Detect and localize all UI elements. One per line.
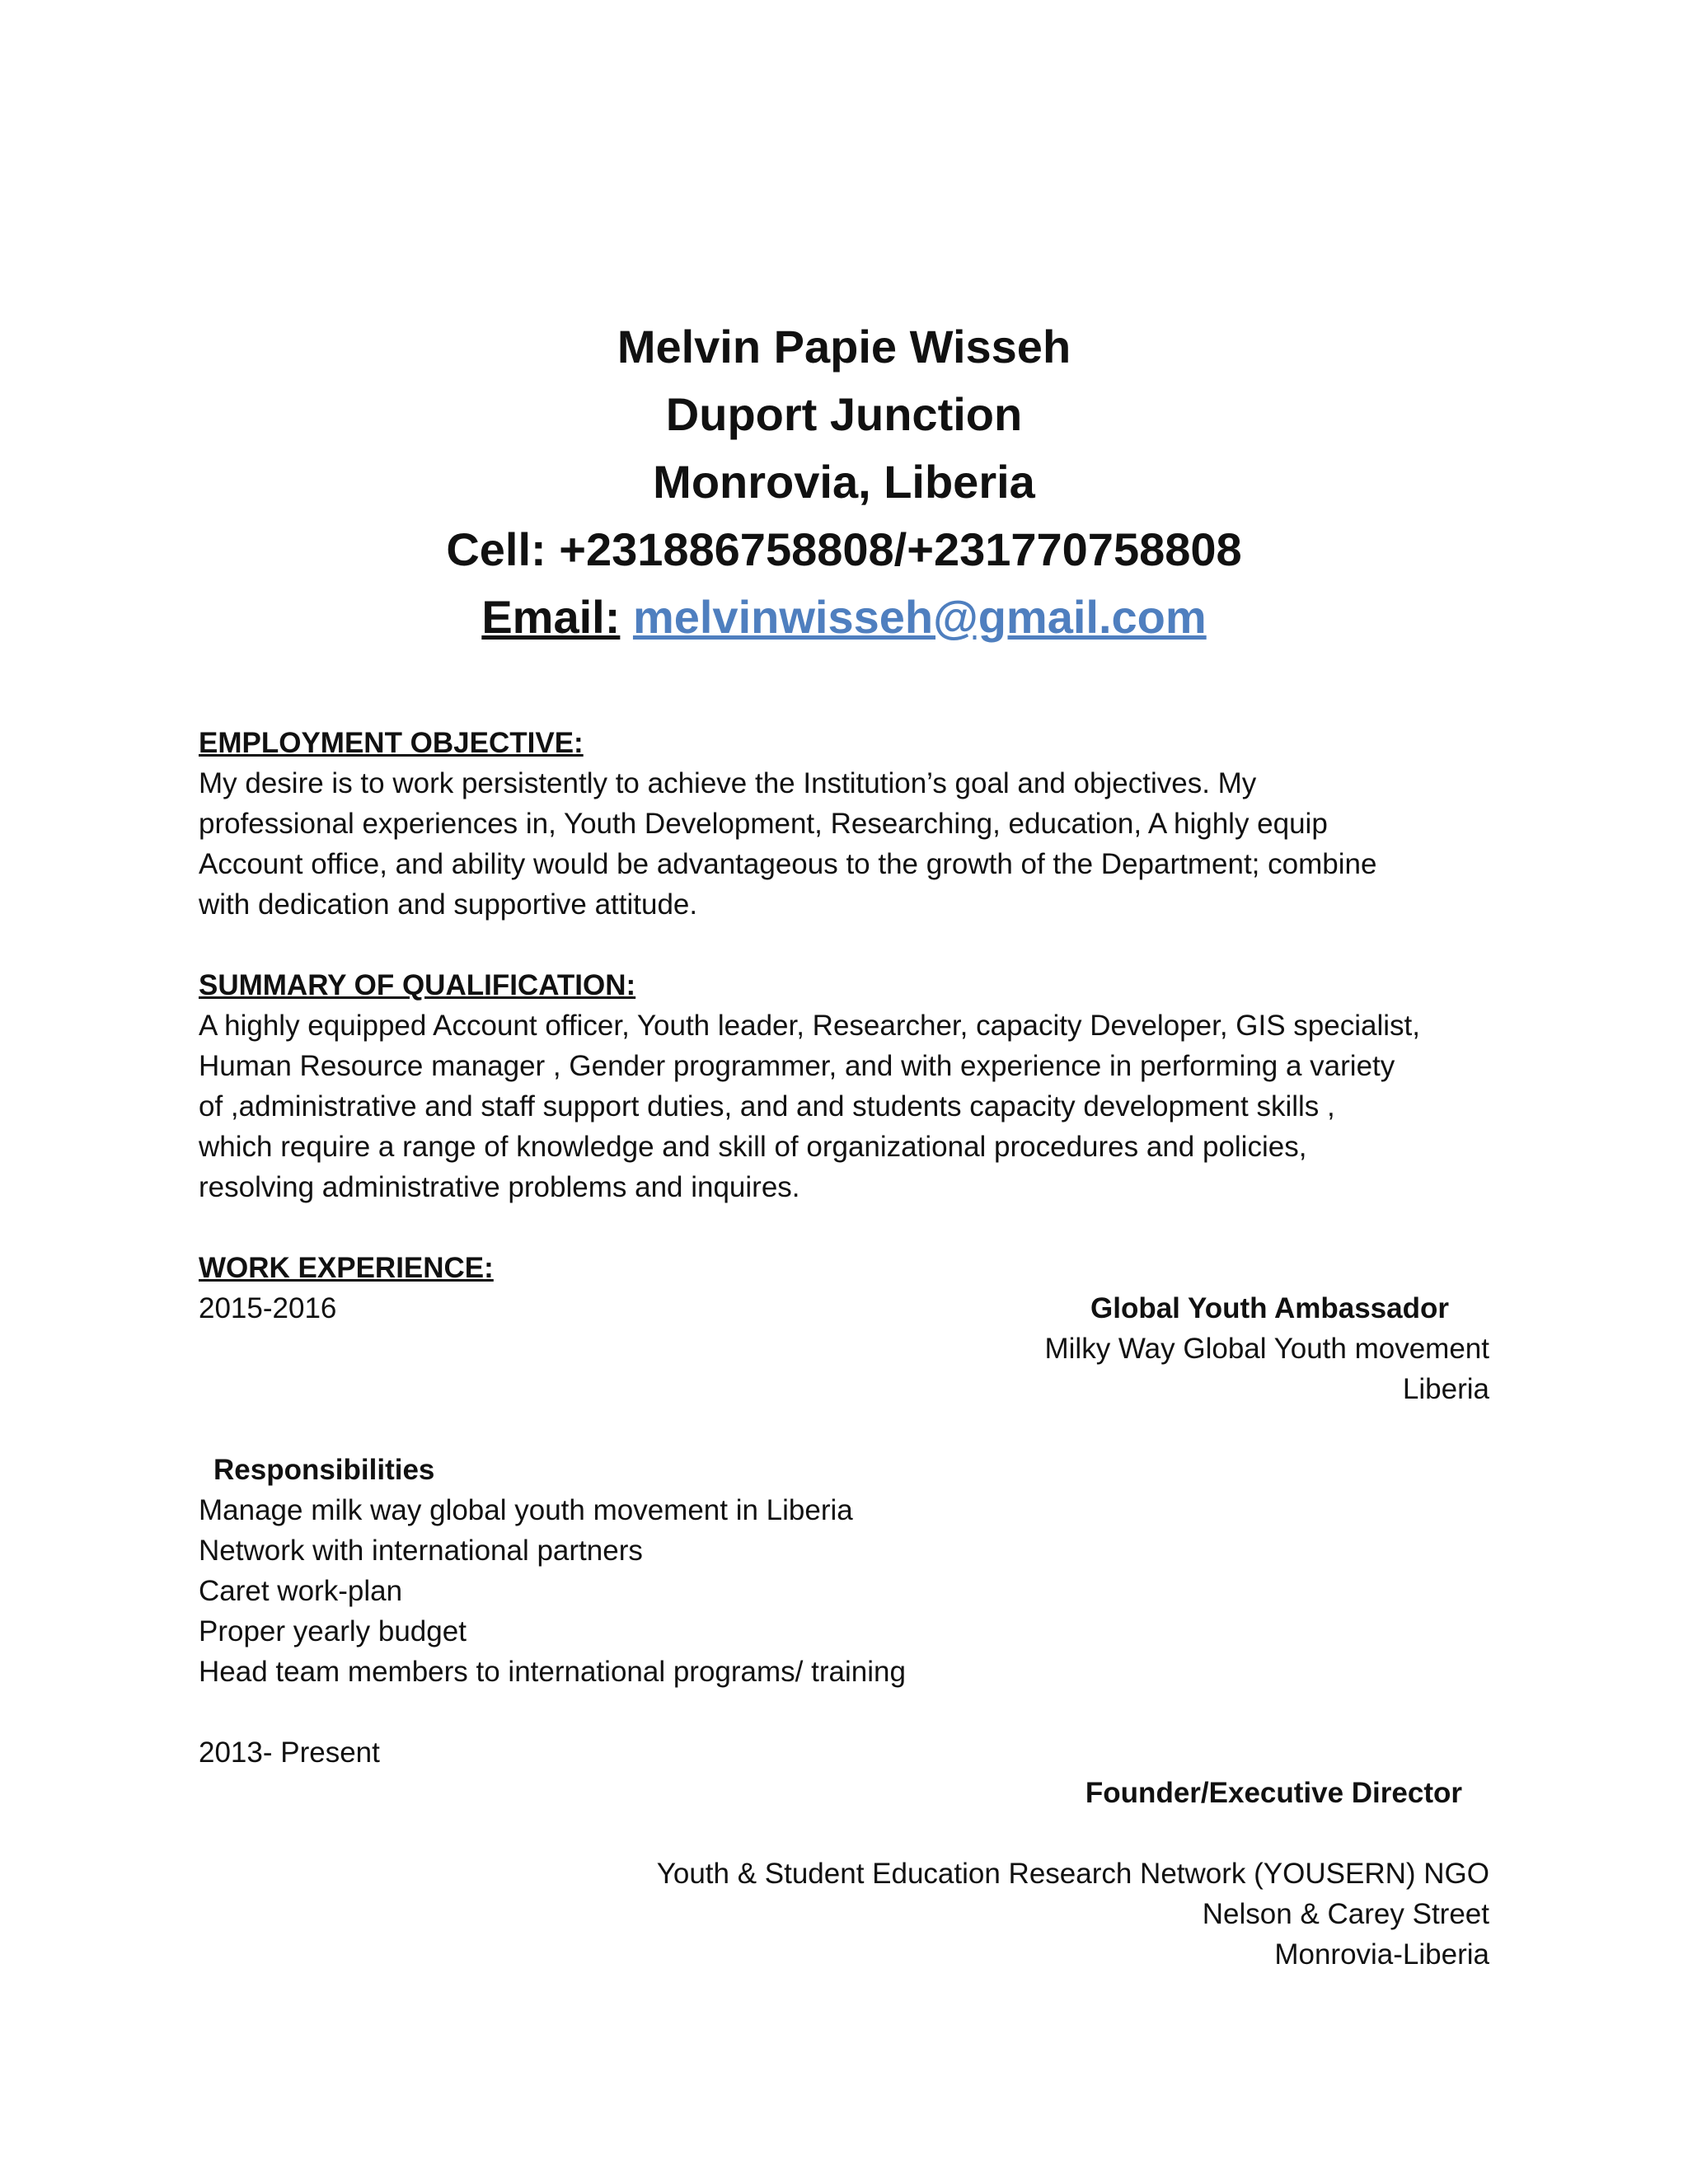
email-line: [0, 583, 1688, 651]
cell-phone: Cell: +231886758808/+231770758808: [446, 523, 1242, 575]
responsibility-item: Caret work-plan: [199, 1575, 403, 1607]
email-label: Email:: [481, 591, 621, 643]
job2-address: Nelson & Carey Street: [1202, 1898, 1489, 1930]
objective-section: [199, 723, 1517, 925]
objective-line: Account office, and ability would be advantageous to the growth of the Department; combine: [199, 848, 1377, 880]
job1-responsibilities: [199, 1450, 1517, 1692]
summary-line: A highly equipped Account officer, Youth leader, Researcher, capacity Developer, GIS specialist,: [199, 1010, 1420, 1042]
job2-location: Monrovia-Liberia: [1274, 1938, 1489, 1971]
responsibility-item: Head team members to international programs/ training: [199, 1656, 906, 1688]
summary-line: Human Resource manager , Gender programmer, and with experience in performing a variety: [199, 1050, 1395, 1082]
candidate-name: Melvin Papie Wisseh: [617, 321, 1071, 373]
job2-org: Youth & Student Education Research Network (YOUSERN) NGO: [656, 1858, 1489, 1890]
email-link[interactable]: melvinwisseh@gmail.com: [632, 591, 1207, 643]
summary-line: which require a range of knowledge and skill of organizational procedures and policies,: [199, 1131, 1307, 1163]
job2-title: Founder/Executive Director: [1085, 1777, 1462, 1809]
responsibility-item: Network with international partners: [199, 1535, 643, 1567]
summary-line: resolving administrative problems and inquires.: [199, 1171, 800, 1203]
job1-org: Milky Way Global Youth movement: [1044, 1333, 1489, 1365]
work-heading: WORK EXPERIENCE:: [199, 1252, 494, 1284]
job1-location: Liberia: [1402, 1373, 1489, 1405]
responsibilities-heading: Responsibilities: [213, 1454, 435, 1486]
job2-years: 2013- Present: [199, 1736, 380, 1769]
address-line-2: Monrovia, Liberia: [653, 456, 1035, 508]
job1-years: 2015-2016: [199, 1292, 337, 1324]
objective-line: with dedication and supportive attitude.: [199, 888, 698, 921]
objective-line: My desire is to work persistently to achieve the Institution’s goal and objectives. My: [199, 767, 1257, 799]
job1-title: Global Youth Ambassador: [1090, 1292, 1449, 1324]
resume-header: [0, 313, 1688, 651]
summary-heading: SUMMARY OF QUALIFICATION:: [199, 969, 636, 1001]
objective-line: professional experiences in, Youth Development, Researching, education, A highly equip: [199, 808, 1328, 840]
summary-section: [199, 965, 1517, 1207]
responsibility-item: Manage milk way global youth movement in Liberia: [199, 1494, 853, 1526]
responsibility-item: Proper yearly budget: [199, 1615, 467, 1647]
address-line-1: Duport Junction: [665, 388, 1023, 440]
objective-heading: EMPLOYMENT OBJECTIVE:: [199, 727, 584, 759]
summary-line: of ,administrative and staff support duties, and and students capacity development skills ,: [199, 1090, 1335, 1122]
